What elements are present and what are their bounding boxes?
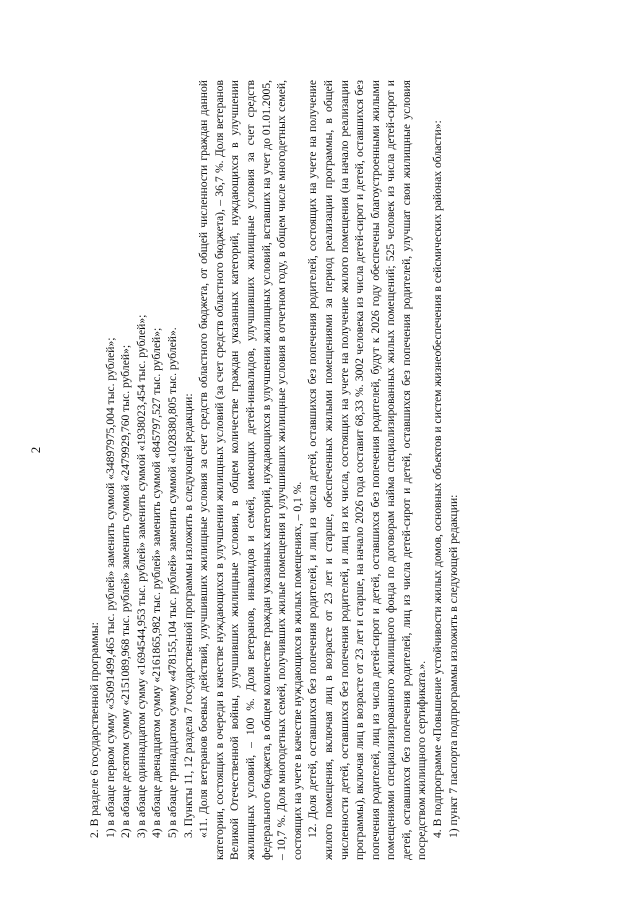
section-4-heading: 4. В подпрограмме «Повышение устойчивости жилых домов, основных объектов и систем жизнеобеспечения в сейсмических районах области»:: [431, 120, 445, 838]
paragraph-12: 12. Доля детей, оставшихся без попечения родителей, и лиц из числа детей, оставшихся без попечения родителей, состоящих на учете на получение жилого помещения, включая лиц в возрасте от 23 лет и старше, обеспеченных жилыми помещениями за период реализации программы, в общей численности детей, оставшихся без попечения родителей, и лиц из их числа, состоящих на учете на получение жилого помещения (на начало реализации программы), включая лиц в возрасте от 23 лет и старше, на начало 2026 года составит 68,33 %. 3002 человека из числа детей-сирот и детей, оставшихся без попечения родителей, лиц из числа детей-сирот и детей, оставшихся без попечения родителей, будут к 2026 году обеспечены благоустроенными жилыми помещениями специализированного жилищного фонда по договорам найма специализированных жилых помещений; 525 человек из числа детей-сирот и детей, оставшихся без попечения родителей, лиц из числа детей-сирот и детей, оставшихся без попечения родителей, улучшат свои жилищные условия посредством жилищного сертификата.».: [306, 80, 429, 860]
item-4: 4) в абзаце двенадцатом сумму «2161865,982 тыс. рублей» заменить суммой «845797,527 тыс. рублей»;: [150, 327, 164, 838]
section-4-item-1: 1) пункт 7 паспорта подпрограммы изложить в следующей редакции:: [446, 494, 460, 838]
item-2: 2) в абзаце десятом сумму «2151089,968 тыс. рублей» заменить суммой «2479929,760 тыс. рублей»;: [119, 344, 133, 838]
section-2-heading: 2. В разделе 6 государственной программы:: [88, 622, 101, 838]
item-1: 1) в абзаце первом сумму «35091499,465 тыс. рублей» заменить суммой «34897975,004 тыс. рублей»;: [103, 337, 117, 838]
paragraph-11: «11. Доля ветеранов боевых действий, улучшивших жилищные условия за счет средств областного бюджета, от общей численности граждан данной категории, состоящих в очереди в качестве нуждающихся в улучшении жилищных условий (за счет средств областного бюджета), – 36,7 %. Доля ветеранов Великой Отечественной войны, улучшивших жилищные условия, в общем количестве граждан указанных категорий, нуждающихся в улучшении жилищных условий, – 100 %. Доля ветеранов, инвалидов и семей, имеющих детей-инвалидов, улучшивших жилищные условия за счет средств федерального бюджета, в общем количестве граждан указанных категорий, нуждающихся в улучшении жилищных условий, вставших на учет до 01.01.2005, – 10,7 %. Доля многодетных семей, получивших жилые помещения и улучшивших жилищные условия в отчетном году, в общем числе многодетных семей, состоящих на учете в качестве нуждающихся в жилых помещениях, – 0,1 %.: [197, 80, 304, 860]
item-5: 5) в абзаце тринадцатом сумму «478155,104 тыс. рублей» заменить суммой «1028380,805 тыс. рублей».: [165, 327, 179, 838]
section-3-heading: 3. Пункты 11, 12 раздела 7 государственной программы изложить в следующей редакции:: [181, 393, 195, 838]
item-3: 3) в абзаце одиннадцатом сумму «1694544,953 тыс. рублей» заменить суммой «1938023,454 тыс. рублей»;: [134, 314, 148, 838]
page-number: 2: [28, 446, 43, 454]
rotated-text-block: [87, 80, 461, 860]
